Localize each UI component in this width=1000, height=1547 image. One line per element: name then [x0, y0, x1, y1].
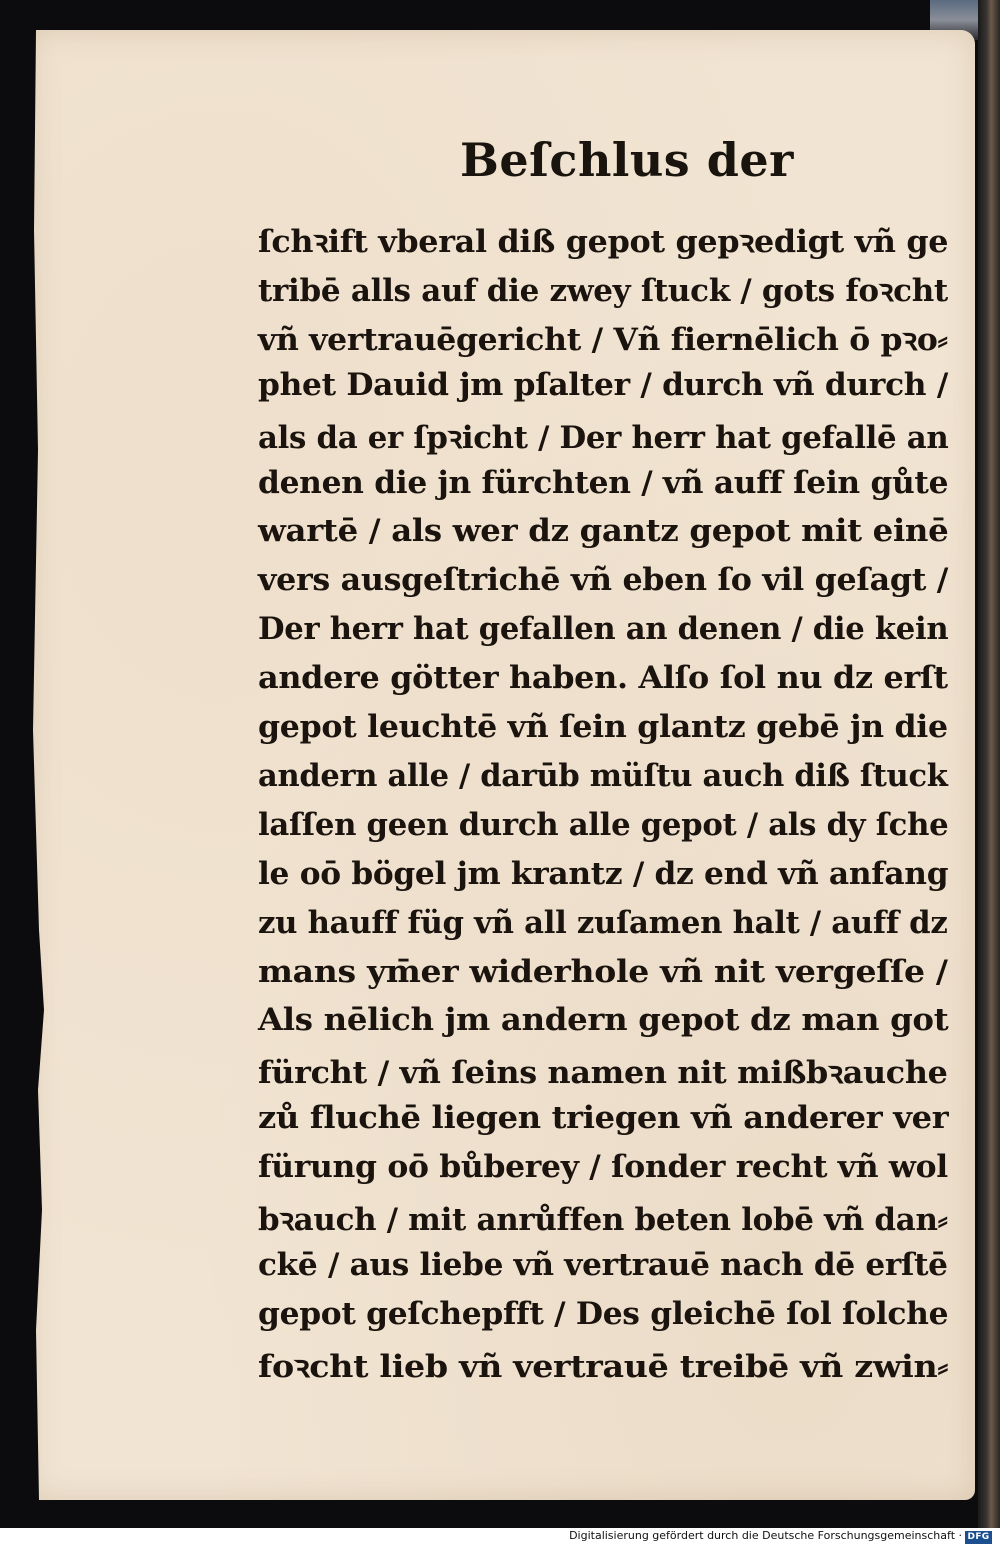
text-line: bꝛauch / mit anrůffen beten lobē vñ dan⸗	[258, 1202, 948, 1238]
text-line: foꝛcht lieb vñ vertrauē treibē vñ zwin⸗	[258, 1348, 949, 1385]
text-line: gepot leuchtē vñ ſein glantz gebē jn die	[258, 709, 948, 745]
footer-bar	[0, 1528, 1000, 1547]
footer-credit: Digitalisierung gefördert durch die Deutsche Forschungsgemeinschaft ·	[569, 1529, 962, 1542]
book-page	[30, 30, 975, 1500]
text-line: laſſen geen durch alle gepot / als dy ſche	[258, 806, 949, 843]
text-line: zu hauff füg vñ all zuſamen halt / auff dz	[258, 904, 948, 941]
text-line: vers ausgeſtrichē vñ eben ſo vil geſagt /	[258, 562, 949, 599]
dfg-logo: DFG	[965, 1531, 992, 1544]
text-line: zů fluchē liegen triegen vñ anderer ver	[258, 1100, 949, 1137]
text-line: fürung oō bůberey / ſonder recht vñ wol	[258, 1149, 948, 1186]
page-heading: Beſchlus der	[460, 133, 794, 187]
text-line: ſchꝛift vberal diß gepot gepꝛedigt vñ ge	[258, 224, 949, 260]
page-ragged-edge	[30, 30, 60, 1500]
text-line: als da er ſpꝛicht / Der herr hat gefallē an	[258, 419, 949, 456]
text-line: vñ vertrauēgericht / Vñ fiernēlich ō pꝛo⸗	[258, 321, 948, 358]
text-line: fürcht / vñ ſeins namen nit mißbꝛauche	[258, 1055, 948, 1092]
text-line: Als nēlich jm andern gepot dz man got	[258, 1002, 949, 1039]
book-edge-right	[978, 0, 1000, 1528]
text-line: Der herr hat gefallen an denen / die kein	[258, 611, 949, 648]
text-line: andere götter haben. Alſo ſol nu dz erſt	[258, 660, 948, 697]
text-line: wartē / als wer dz gantz gepot mit einē	[258, 513, 949, 550]
text-line: gepot geſchepfft / Des gleichē ſol ſolche	[258, 1295, 949, 1332]
text-line: andern alle / darūb müſtu auch diß ſtuck	[258, 757, 948, 794]
text-line: le oō bögel jm krantz / dz end vñ anfang	[258, 855, 949, 892]
text-line: phet Dauid jm pſalter / durch vñ durch /	[258, 366, 948, 403]
text-line: denen die jn fürchten / vñ auff ſein gůte	[258, 464, 949, 501]
text-line: ckē / aus liebe vñ vertrauē nach dē erſtē	[258, 1246, 948, 1283]
text-line: tribē alls auf die zwey ſtuck / gots foꝛcht	[258, 272, 948, 309]
text-line: mans ym̄er widerhole vñ nit vergeſſe /	[258, 953, 948, 990]
